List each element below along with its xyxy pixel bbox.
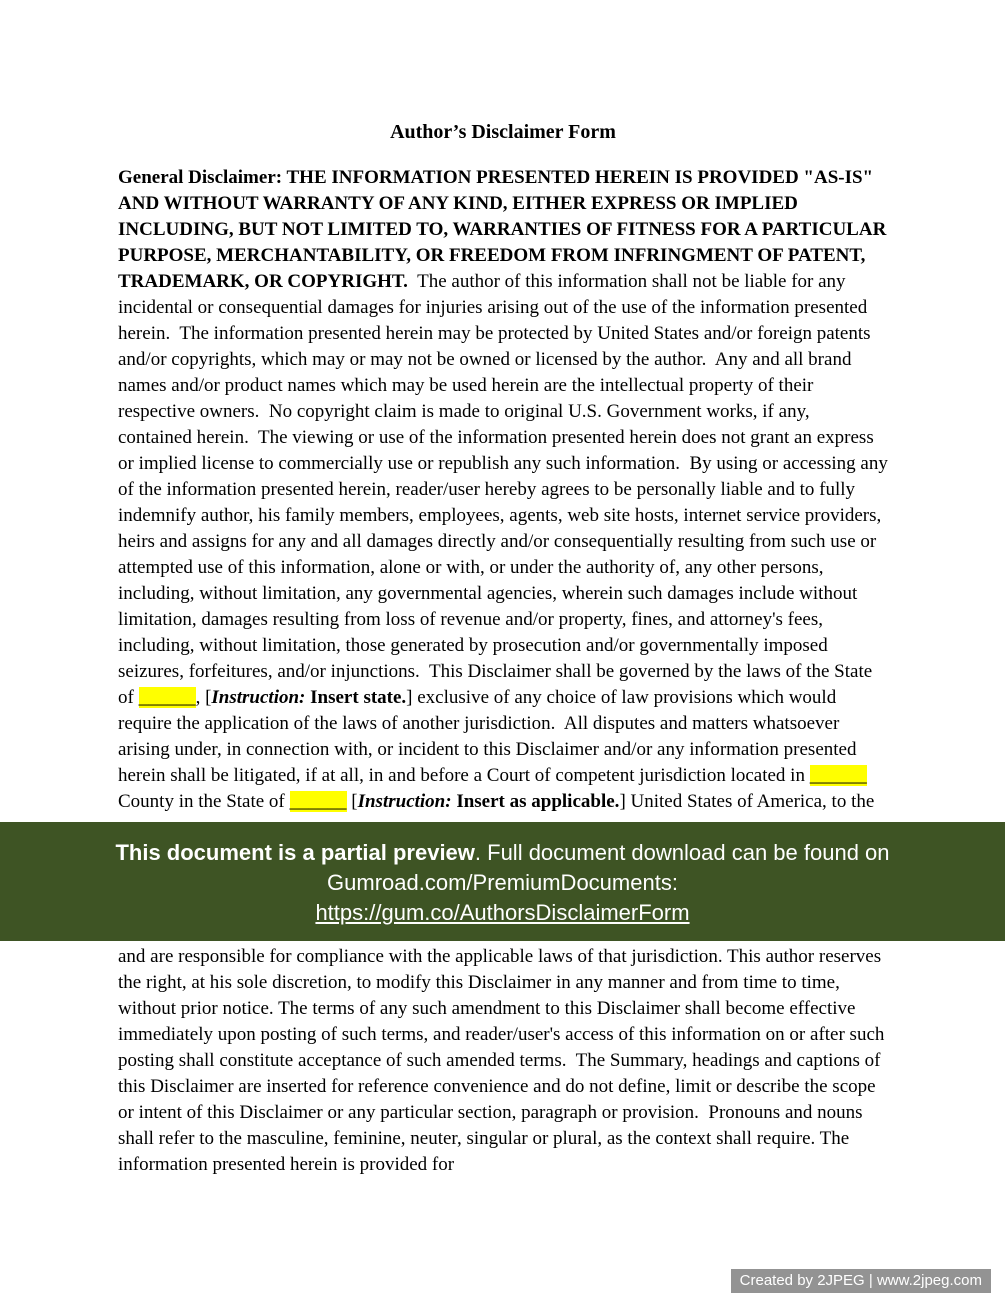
highlighted-blank: ______ [289,791,347,812]
banner-line-1 [0,838,1005,868]
banner-line-3 [0,898,1005,928]
banner-bold-text: This document is a partial preview [115,840,475,865]
gumroad-link[interactable]: https://gum.co/AuthorsDisclaimerForm [315,900,690,925]
preview-banner [0,822,1005,941]
banner-line-2: Gumroad.com/PremiumDocuments: [327,870,678,895]
document-title: Author’s Disclaimer Form [390,121,616,143]
highlighted-blank: ______ [138,687,196,708]
disclaimer-paragraph: General Disclaimer: THE INFORMATION PRESENTED HEREIN IS PROVIDED "AS-IS" AND WITHOUT WARRANTY OF ANY KIND, EITHER EXPRESS OR IMPLIED INCLUDING, BUT NOT LIMITED TO, WARRANTIES OF FITNESS FOR A PARTICULAR PURPOSE, MERCHANTABILITY, OR FREEDOM FROM INFRINGMENT OF PATENT, TRADEMARK, OR COPYRIGHT. The author of this information shall not be liable for any incidental or consequential damages for injuries arising out of the use of the information presented herein. The information presented herein may be protected by United States and/or foreign patents and/or copyrights, which may or may not be owned or licensed by the author. Any and all brand names and/or product names which may be used herein are the intellectual property of their respective owners. No copyright claim is made to original U.S. Government works, if any, contained herein. The viewing or use of the information presented herein does not grant an express or implied license to commercially use or republish any such information. By using or accessing any of the information presented herein, reader/user hereby agrees to be personally liable and to fully indemnify author, his family members, employees, agents, web site hosts, internet service providers, heirs and assigns for any and all damages directly and/or consequentially resulting from such use or attempted use of this information, alone or with, or under the authority of, any other persons, including, without limitation, any governmental agencies, wherein such damages include without limitation, damages resulting from loss of revenue and/or property, fines, and attorney's fees, including, without limitation, those generated by prosecution and/or governmentally imposed seizures, forfeitures, and/or injunctions. This Disclaimer shall be governed by the laws of the State of ______, [Instruction: Insert state.] exclusive of any choice of law provisions which would require the application of the laws of another jurisdiction. All disputes and matters whatsoever arising under, in connection with, or incident to this Disclaimer and/or any information presented herein shall be litigated, if at all, in and before a Court of competent jurisdiction located in ______ County in the State of ______ [Instruction: Insert as applicable.] United States of America, to the [118,167,893,812]
highlighted-blank: ______ [809,765,867,786]
watermark-credit: Created by 2JPEG | www.2jpeg.com [731,1269,991,1293]
disclaimer-paragraph-continued: and are responsible for compliance with the applicable laws of that jurisdiction. This author reserves the right, at his sole discretion, to modify this Disclaimer in any manner and from time to time, without prior notice. The terms of any such amendment to this Disclaimer shall become effective immediately upon posting of such terms, and reader/user's access of this information on or after such posting shall constitute acceptance of such amended terms. The Summary, headings and captions of this Disclaimer are inserted for reference convenience and do not define, limit or describe the scope or intent of this Disclaimer or any particular section, paragraph or provision. Pronouns and nouns shall refer to the masculine, feminine, neuter, singular or plural, as the context shall require. The information presented herein is provided for [118,946,890,1175]
document-content [118,120,893,815]
banner-rest-text: . Full document download can be found on [474,840,890,865]
